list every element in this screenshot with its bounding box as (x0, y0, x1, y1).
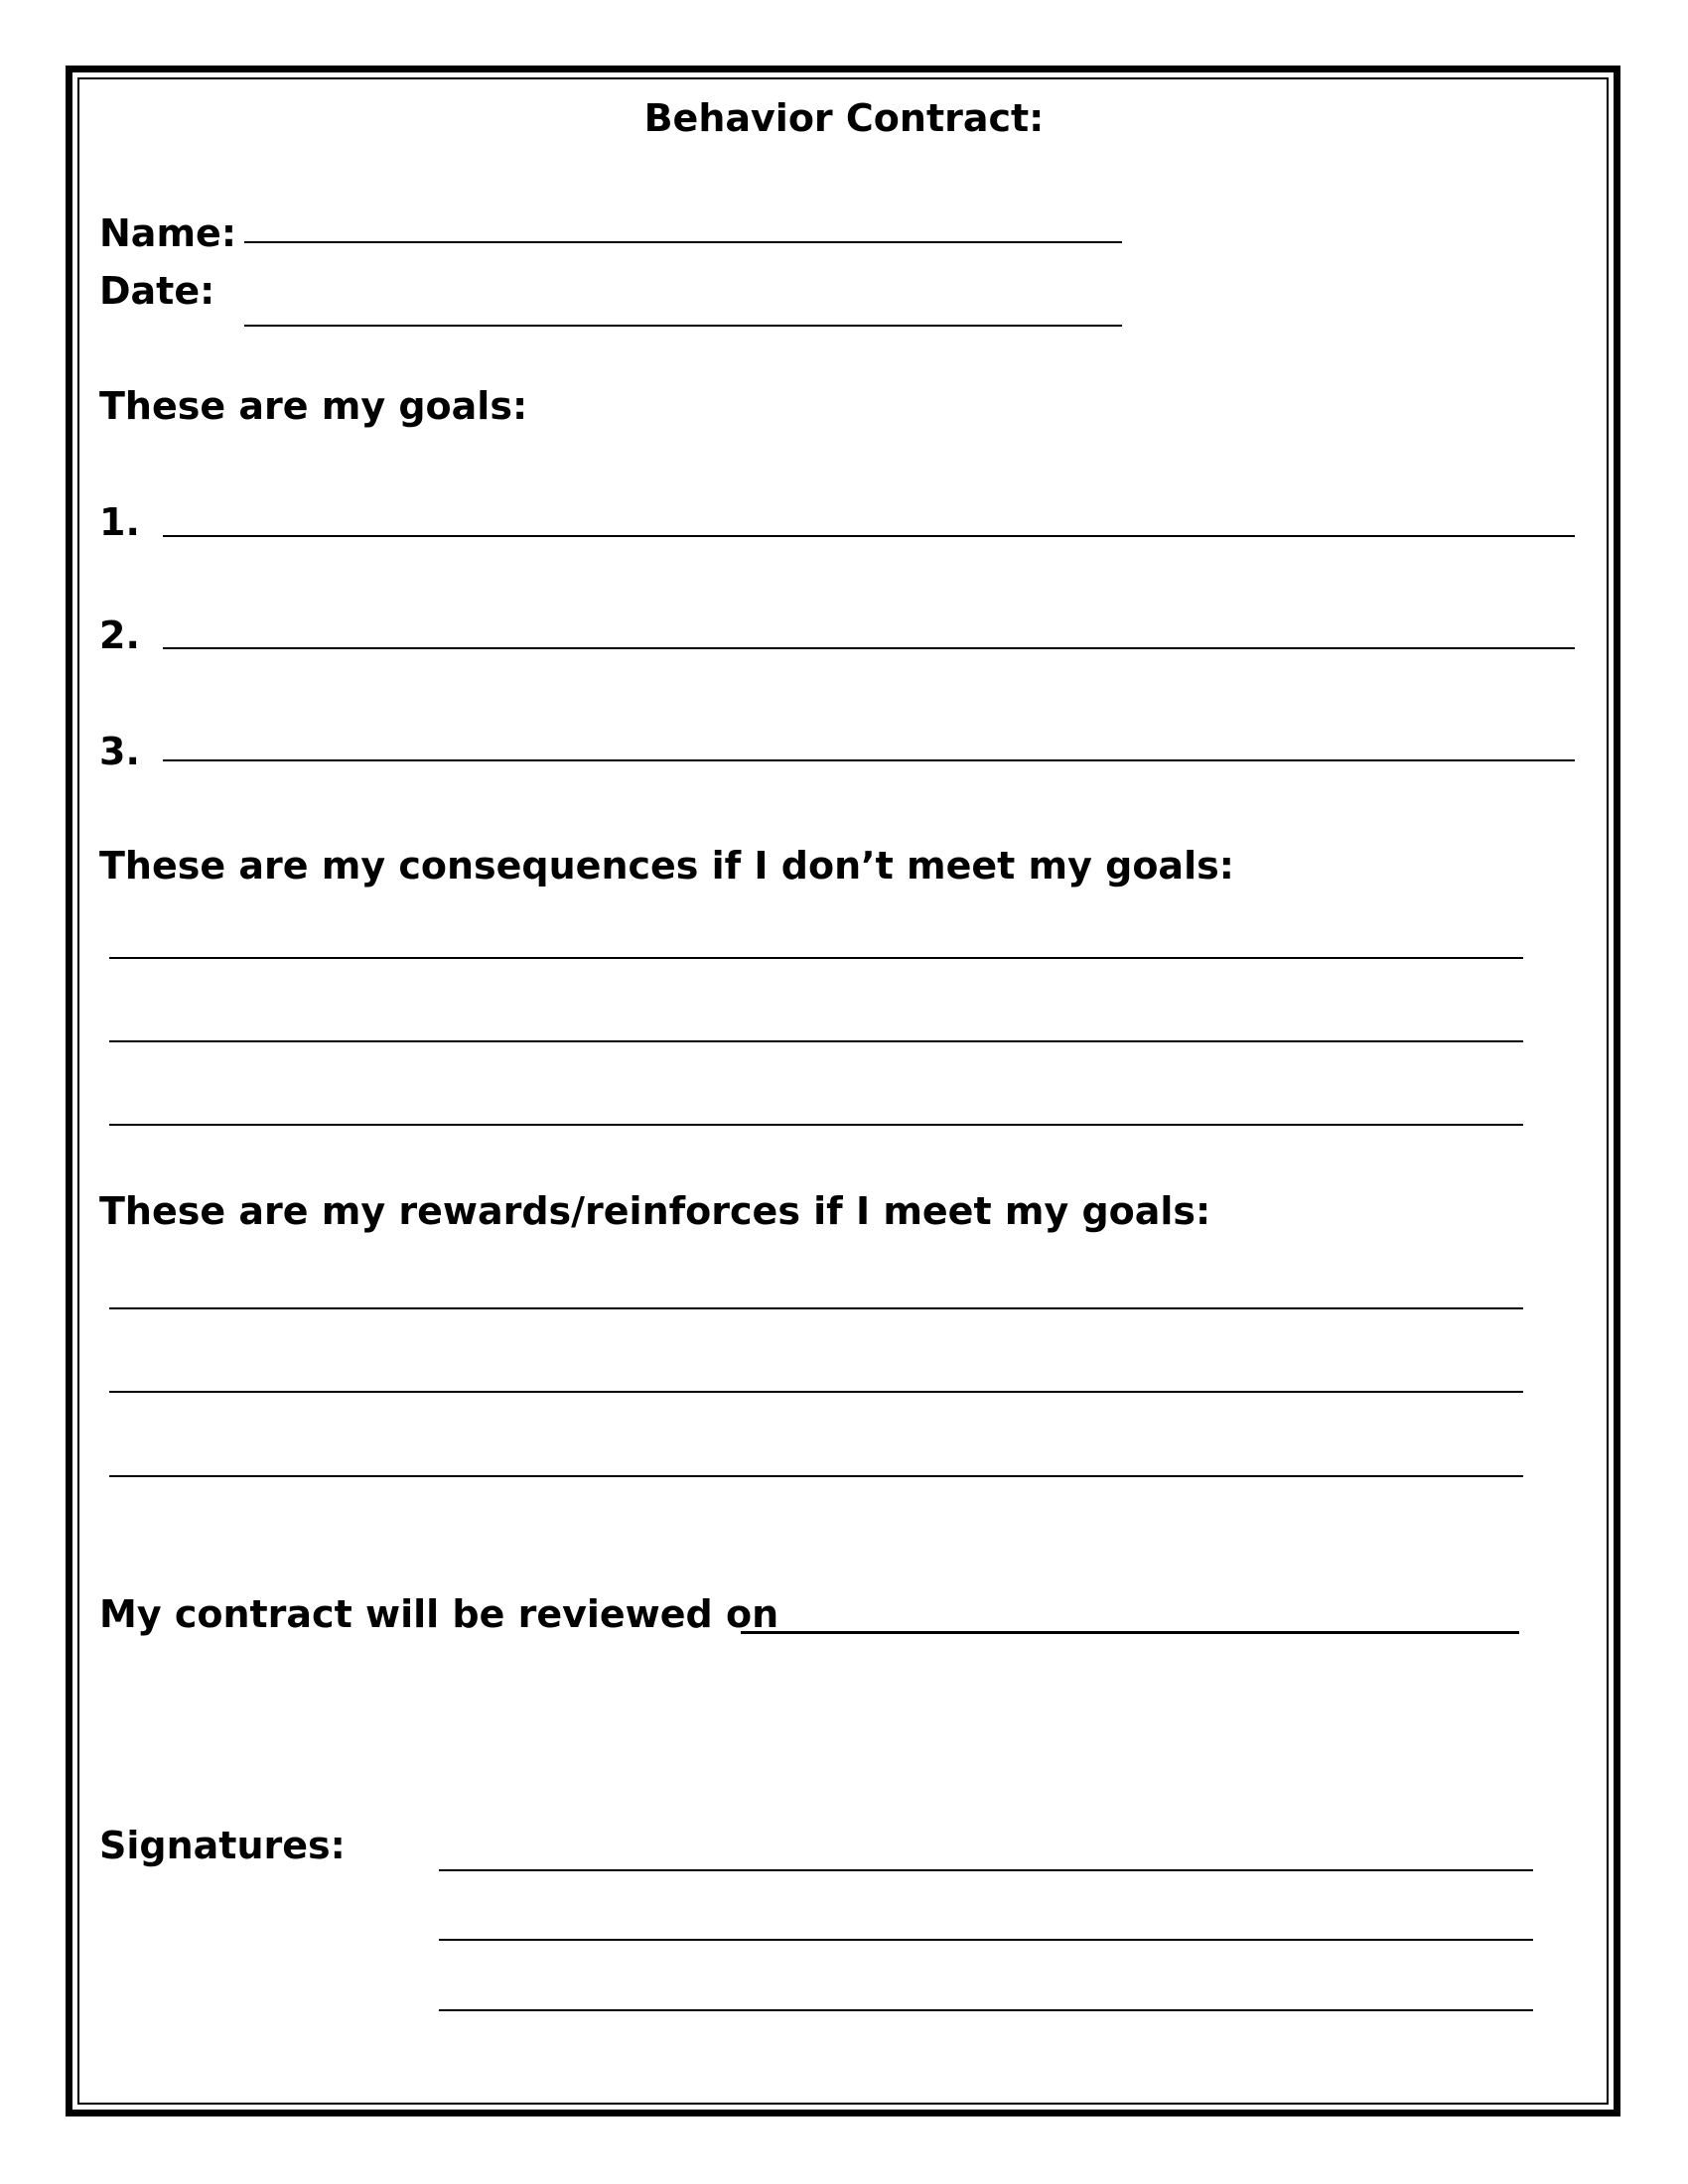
consequences-line-3[interactable] (109, 1124, 1523, 1126)
date-label: Date: (99, 269, 215, 313)
date-field-line[interactable] (244, 325, 1122, 327)
signature-line-1[interactable] (439, 1869, 1533, 1871)
goal-3-line[interactable] (163, 759, 1575, 761)
goals-heading: These are my goals: (99, 384, 528, 428)
rewards-line-2[interactable] (109, 1391, 1523, 1393)
page-title: Behavior Contract: (643, 96, 1045, 140)
goal-number-3: 3. (99, 730, 140, 773)
rewards-heading: These are my rewards/reinforces if I meet my goals: (99, 1189, 1211, 1233)
consequences-line-1[interactable] (109, 957, 1523, 959)
name-field-line[interactable] (244, 241, 1122, 243)
signatures-label: Signatures: (99, 1824, 346, 1867)
page-border-inner (77, 77, 1609, 2105)
consequences-heading: These are my consequences if I don’t meet my goals: (99, 844, 1234, 887)
rewards-line-1[interactable] (109, 1307, 1523, 1309)
review-label: My contract will be reviewed on (99, 1592, 779, 1636)
rewards-line-3[interactable] (109, 1475, 1523, 1477)
goal-1-line[interactable] (163, 535, 1575, 537)
review-date-line[interactable] (741, 1631, 1519, 1634)
consequences-line-2[interactable] (109, 1040, 1523, 1042)
goal-number-2: 2. (99, 614, 140, 657)
signature-line-2[interactable] (439, 1939, 1533, 1941)
goal-2-line[interactable] (163, 647, 1575, 649)
goal-number-1: 1. (99, 500, 140, 544)
name-label: Name: (99, 211, 237, 255)
signature-line-3[interactable] (439, 2009, 1533, 2011)
